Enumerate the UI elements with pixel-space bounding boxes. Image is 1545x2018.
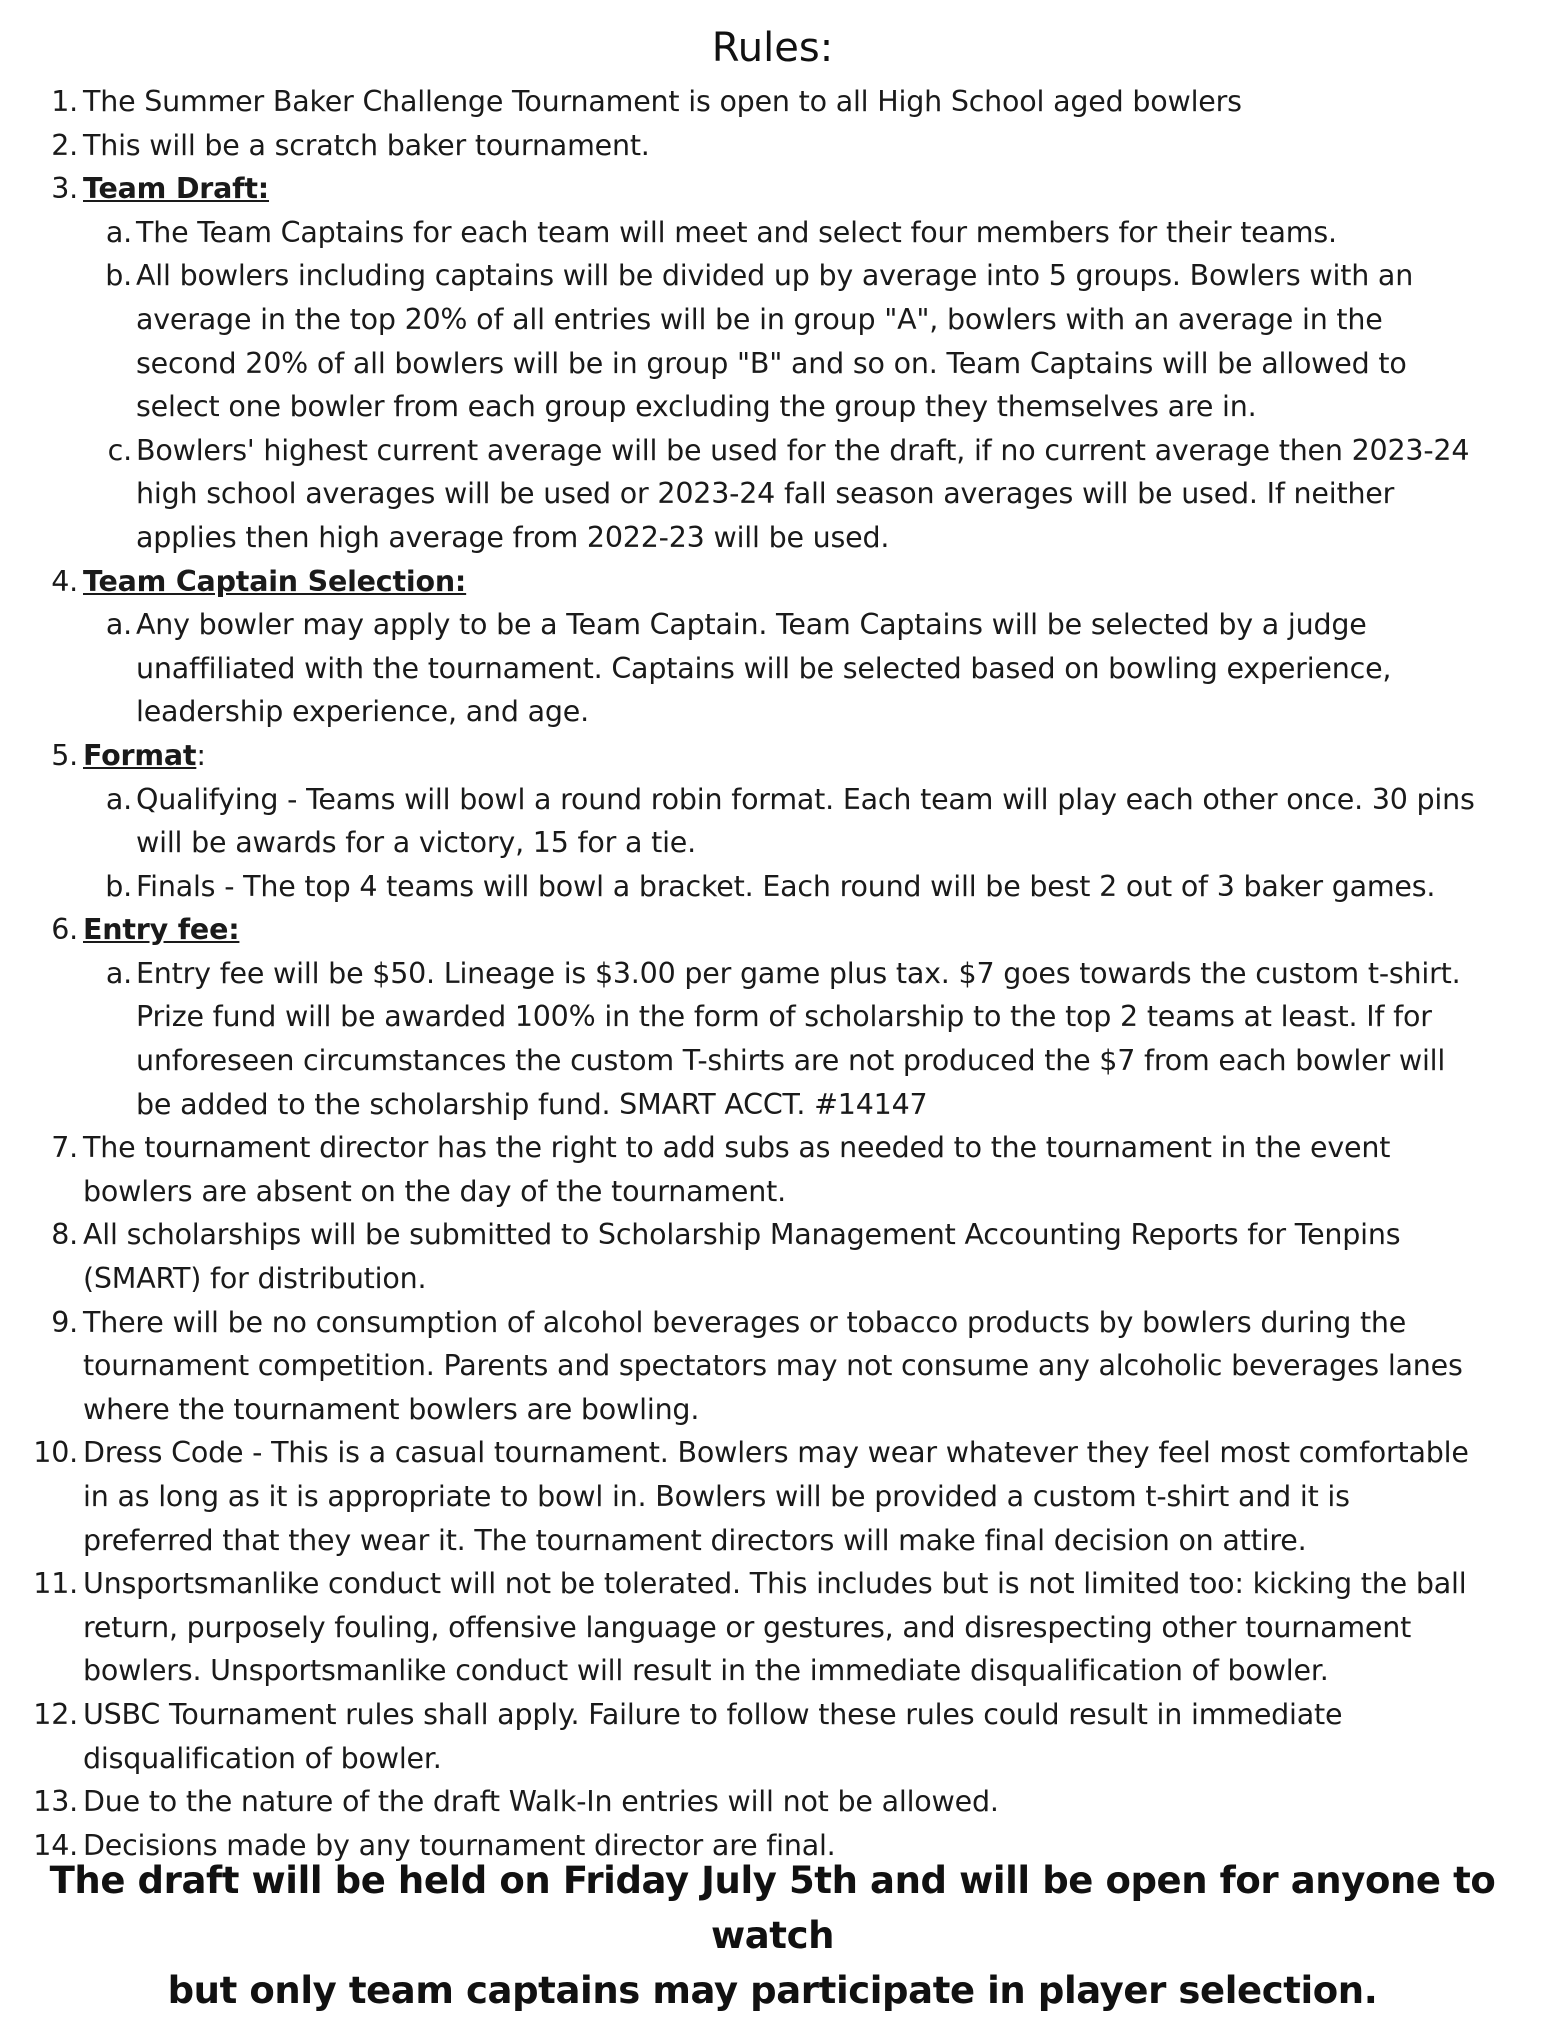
rule-continuation	[0, 1649, 1545, 1693]
rule-text: Dress Code - This is a casual tournament. Bowlers may wear whatever they feel most comfortable	[83, 1436, 1469, 1470]
sub-rule-letter: c.	[107, 433, 132, 467]
sub-rule-text: leadership experience, and age.	[136, 695, 589, 729]
rule-continuation	[0, 1257, 1545, 1301]
sub-rule-text: will be awards for a victory, 15 for a tie.	[136, 826, 696, 860]
rule-item	[0, 1301, 1545, 1345]
rule-text: Unsportsmanlike conduct will not be tolerated. This includes but is not limited too: kicking the ball	[83, 1567, 1467, 1601]
sub-rule-continuation	[0, 298, 1545, 342]
draft-notice	[0, 1853, 1545, 2018]
rule-number: 4.	[51, 564, 78, 598]
sub-rule-continuation	[0, 995, 1545, 1039]
rule-item	[0, 908, 1545, 952]
draft-notice-line-1: The draft will be held on Friday July 5th and will be open for anyone to watch	[49, 1859, 1496, 1957]
rule-text: The tournament director has the right to add subs as needed to the tournament in the event	[83, 1131, 1391, 1165]
sub-rule-continuation	[0, 516, 1545, 560]
rule-number: 6.	[51, 913, 78, 947]
rule-item	[0, 124, 1545, 168]
sub-rule-text: average in the top 20% of all entries will be in group "A", bowlers with an average in the	[136, 302, 1383, 336]
rule-heading-line	[83, 734, 206, 778]
sub-rule-text: second 20% of all bowlers will be in group "B" and so on. Team Captains will be allowed to	[136, 346, 1407, 380]
sub-rule-letter: b.	[105, 869, 132, 903]
rule-text: tournament competition. Parents and spectators may not consume any alcoholic beverages lanes	[83, 1349, 1463, 1383]
sub-rule-item	[0, 778, 1545, 822]
sub-rule-continuation	[0, 690, 1545, 734]
rule-continuation	[0, 1737, 1545, 1781]
sub-rule-continuation	[0, 821, 1545, 865]
sub-rule-item	[0, 865, 1545, 909]
sub-rule-item	[0, 429, 1545, 473]
sub-rule-text: select one bowler from each group excluding the group they themselves are in.	[136, 390, 1257, 424]
sub-rule-letter: a.	[105, 956, 132, 990]
sub-rule-letter: a.	[105, 608, 132, 642]
draft-notice-line-2: but only team captains may participate in player selection.	[167, 1969, 1378, 2012]
rule-number: 8.	[51, 1218, 78, 1252]
sub-rule-continuation	[0, 1083, 1545, 1127]
rule-text: There will be no consumption of alcohol beverages or tobacco products by bowlers during the	[83, 1305, 1407, 1339]
rule-heading-line	[83, 908, 239, 952]
rule-number: 3.	[51, 172, 78, 206]
sub-rule-item	[0, 254, 1545, 298]
sub-rule-letter: b.	[105, 259, 132, 293]
sub-rule-continuation	[0, 472, 1545, 516]
rule-number: 10.	[33, 1436, 78, 1470]
rule-text: preferred that they wear it. The tournament directors will make final decision on attire.	[83, 1523, 1307, 1557]
rule-item	[0, 1213, 1545, 1257]
page-title: Rules:	[711, 25, 834, 71]
rule-text: USBC Tournament rules shall apply. Failure to follow these rules could result in immediate	[83, 1697, 1343, 1731]
rule-continuation	[0, 1475, 1545, 1519]
rule-heading-suffix: :	[196, 738, 206, 772]
rule-heading-line	[83, 560, 466, 604]
sub-rule-continuation	[0, 647, 1545, 691]
sub-rule-text: Finals - The top 4 teams will bowl a bracket. Each round will be best 2 out of 3 baker games.	[136, 869, 1436, 903]
rule-text: Due to the nature of the draft Walk-In entries will not be allowed.	[83, 1785, 999, 1819]
rule-text: bowlers are absent on the day of the tournament.	[83, 1174, 786, 1208]
rule-continuation	[0, 1519, 1545, 1563]
rule-text: in as long as it is appropriate to bowl in. Bowlers will be provided a custom t-shirt and it is	[83, 1480, 1350, 1513]
rule-number: 1.	[51, 85, 78, 118]
sub-rule-continuation	[0, 342, 1545, 386]
sub-rule-item	[0, 952, 1545, 996]
rule-text: bowlers. Unsportsmanlike conduct will result in the immediate disqualification of bowler.	[83, 1654, 1329, 1688]
sub-rule-text: Bowlers' highest current average will be used for the draft, if no current average then 2023-24	[136, 433, 1470, 467]
rule-text: Decisions made by any tournament director are final.	[83, 1828, 836, 1862]
sub-rule-text: Entry fee will be $50. Lineage is $3.00 per game plus tax. $7 goes towards the custom t-shirt.	[136, 956, 1461, 990]
sub-rule-item	[0, 211, 1545, 255]
rule-number: 7.	[51, 1131, 78, 1165]
rule-item	[0, 167, 1545, 211]
sub-rule-text: high school averages will be used or 2023-24 fall season averages will be used. If neither	[136, 477, 1395, 511]
rules-list	[0, 80, 1545, 1867]
rule-item	[0, 1780, 1545, 1824]
rule-heading: Team Draft:	[83, 172, 270, 206]
sub-rule-letter: a.	[105, 782, 132, 816]
sub-rule-text: Prize fund will be awarded 100% in the form of scholarship to the top 2 teams at least. If for	[136, 1000, 1432, 1034]
sub-rule-text: Qualifying - Teams will bowl a round robin format. Each team will play each other once. 30 pins	[136, 782, 1475, 816]
sub-rule-text: The Team Captains for each team will meet and select four members for their teams.	[136, 215, 1337, 249]
rule-number: 14.	[33, 1828, 78, 1862]
rule-heading: Team Captain Selection:	[83, 564, 467, 598]
rule-text: where the tournament bowlers are bowling.	[83, 1392, 700, 1426]
rule-item	[0, 80, 1545, 124]
rule-number: 2.	[51, 128, 78, 162]
sub-rule-item	[0, 603, 1545, 647]
rule-continuation	[0, 1170, 1545, 1214]
rule-text: (SMART) for distribution.	[83, 1262, 427, 1296]
rule-continuation	[0, 1344, 1545, 1388]
rule-item	[0, 734, 1545, 778]
rule-item	[0, 1431, 1545, 1475]
rule-number: 12.	[33, 1697, 78, 1731]
rule-continuation	[0, 1606, 1545, 1650]
rule-number: 9.	[51, 1305, 78, 1339]
rule-item	[0, 1562, 1545, 1606]
sub-rule-text: Any bowler may apply to be a Team Captain. Team Captains will be selected by a judge	[136, 608, 1367, 642]
rule-item	[0, 1126, 1545, 1170]
rule-text: disqualification of bowler.	[83, 1741, 442, 1775]
sub-rule-text: unforeseen circumstances the custom T-shirts are not produced the $7 from each bowler will	[136, 1044, 1446, 1078]
sub-rule-text: applies then high average from 2022-23 will be used.	[136, 520, 890, 554]
rule-continuation	[0, 1388, 1545, 1432]
rule-heading: Format	[83, 738, 197, 772]
rule-number: 11.	[33, 1567, 78, 1601]
rule-text: All scholarships will be submitted to Scholarship Management Accounting Reports for Tenpins	[83, 1218, 1401, 1252]
rule-item	[0, 1693, 1545, 1737]
rule-heading: Entry fee:	[83, 913, 240, 947]
sub-rule-text: be added to the scholarship fund. SMART ACCT. #14147	[136, 1087, 928, 1121]
sub-rule-letter: a.	[105, 215, 132, 249]
sub-rule-text: unaffiliated with the tournament. Captains will be selected based on bowling experience,	[136, 651, 1392, 685]
sub-rule-continuation	[0, 1039, 1545, 1083]
rule-number: 5.	[51, 738, 78, 772]
rule-text: This will be a scratch baker tournament.	[83, 128, 650, 162]
rule-text: return, purposely fouling, offensive language or gestures, and disrespecting other tournament	[83, 1610, 1412, 1644]
sub-rule-text: All bowlers including captains will be divided up by average into 5 groups. Bowlers with an	[136, 259, 1414, 293]
rule-number: 13.	[33, 1785, 78, 1819]
sub-rule-continuation	[0, 385, 1545, 429]
rule-item	[0, 560, 1545, 604]
rule-heading-line	[83, 167, 269, 211]
rule-text: The Summer Baker Challenge Tournament is open to all High School aged bowlers	[83, 85, 1242, 118]
